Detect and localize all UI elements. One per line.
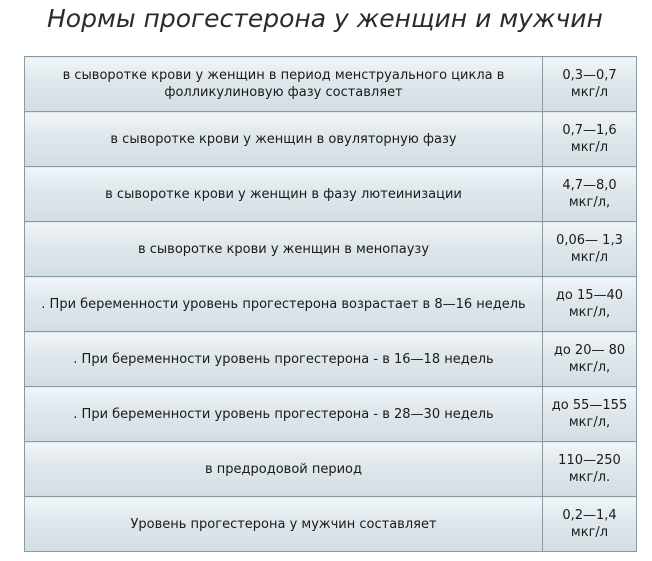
condition-cell: в сыворотке крови у женщин в овуляторную фазу bbox=[25, 112, 543, 167]
value-cell: 4,7—8,0 мкг/л, bbox=[543, 167, 637, 222]
condition-cell: . При беременности уровень прогестерона - в 16—18 недель bbox=[25, 332, 543, 387]
condition-cell: Уровень прогестерона у мужчин составляет bbox=[25, 497, 543, 552]
value-cell: 0,2—1,4 мкг/л bbox=[543, 497, 637, 552]
condition-cell: в предродовой период bbox=[25, 442, 543, 497]
table-row bbox=[25, 167, 637, 222]
page-title: Нормы прогестерона у женщин и мужчин bbox=[47, 4, 603, 33]
condition-cell: в сыворотке крови у женщин в период менструального цикла в фолликулиновую фазу составляет bbox=[25, 57, 543, 112]
condition-cell: . При беременности уровень прогестерона возрастает в 8—16 недель bbox=[25, 277, 543, 332]
value-cell: до 20— 80 мкг/л, bbox=[543, 332, 637, 387]
value-cell: до 15—40 мкг/л, bbox=[543, 277, 637, 332]
condition-cell: . При беременности уровень прогестерона - в 28—30 недель bbox=[25, 387, 543, 442]
value-cell: 0,3—0,7 мкг/л bbox=[543, 57, 637, 112]
table-row bbox=[25, 332, 637, 387]
value-cell: 110—250 мкг/л. bbox=[543, 442, 637, 497]
value-cell: 0,06— 1,3 мкг/л bbox=[543, 222, 637, 277]
condition-cell: в сыворотке крови у женщин в менопаузу bbox=[25, 222, 543, 277]
value-cell: 0,7—1,6 мкг/л bbox=[543, 112, 637, 167]
table-row bbox=[25, 222, 637, 277]
table-row bbox=[25, 497, 637, 552]
table-row bbox=[25, 442, 637, 497]
table-row bbox=[25, 112, 637, 167]
table-row bbox=[25, 387, 637, 442]
table-row bbox=[25, 277, 637, 332]
condition-cell: в сыворотке крови у женщин в фазу лютеинизации bbox=[25, 167, 543, 222]
norms-table bbox=[24, 56, 637, 552]
value-cell: до 55—155 мкг/л, bbox=[543, 387, 637, 442]
table-row bbox=[25, 57, 637, 112]
